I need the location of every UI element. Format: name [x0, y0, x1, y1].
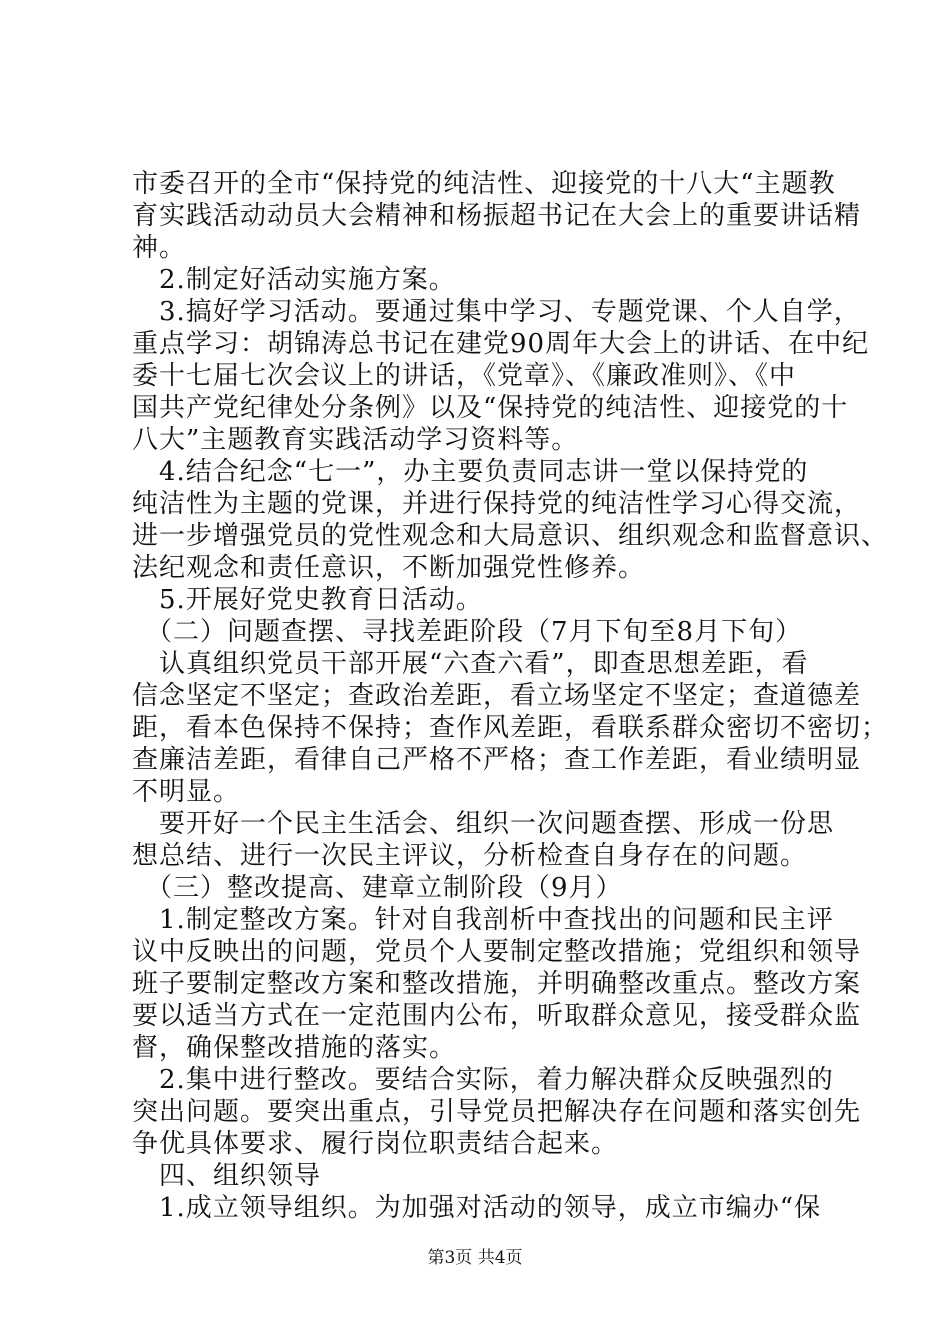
- text-line: 要以适当方式在一定范围内公布，听取群众意见，接受群众监: [132, 1001, 862, 1031]
- text-line: 神。: [132, 233, 187, 263]
- text-line: 不明显。: [132, 777, 241, 807]
- text-line: 进一步增强党员的党性观念和大局意识、组织观念和监督意识、: [132, 521, 889, 551]
- text-line: 认真组织党员干部开展“六查六看”，即查思想差距，看: [132, 649, 809, 679]
- text-line: 市委召开的全市“保持党的纯洁性、迎接党的十八大“主题教: [132, 169, 836, 199]
- text-line: 突出问题。要突出重点，引导党员把解决存在问题和落实创先: [132, 1097, 862, 1127]
- text-line: 纯洁性为主题的党课，并进行保持党的纯洁性学习心得交流，: [132, 489, 862, 519]
- text-line: 法纪观念和责任意识，不断加强党性修养。: [132, 553, 646, 583]
- text-line: 2.集中进行整改。要结合实际，着力解决群众反映强烈的: [132, 1065, 834, 1095]
- text-line: 争优具体要求、履行岗位职责结合起来。: [132, 1129, 619, 1159]
- text-line: 委十七届七次会议上的讲话，《党章》、《廉政准则》、《中: [132, 361, 797, 391]
- text-line: 育实践活动动员大会精神和杨振超书记在大会上的重要讲话精: [132, 201, 862, 231]
- text-line: 1.成立领导组织。为加强对活动的领导，成立市编办“保: [132, 1193, 822, 1223]
- text-line: 4.结合纪念“七一”，办主要负责同志讲一堂以保持党的: [132, 457, 809, 487]
- document-body: [132, 168, 889, 1224]
- text-line: 3.搞好学习活动。要通过集中学习、专题党课、个人自学，: [132, 297, 861, 327]
- text-line: 查廉洁差距，看律自己严格不严格；查工作差距，看业绩明显: [132, 745, 862, 775]
- text-line: 信念坚定不坚定；查政治差距，看立场坚定不坚定；查道德差: [132, 681, 862, 711]
- text-line: 督，确保整改措施的落实。: [132, 1033, 457, 1063]
- section-heading: （二）问题查摆、寻找差距阶段（7月下旬至8月下旬）: [132, 617, 803, 647]
- page-number-footer: 第3页 共4页: [427, 1248, 523, 1268]
- text-line: 重点学习：胡锦涛总书记在建党90周年大会上的讲话、在中纪: [132, 329, 870, 359]
- text-line: 班子要制定整改方案和整改措施，并明确整改重点。整改方案: [132, 969, 862, 999]
- section-heading: （三）整改提高、建章立制阶段（9月）: [132, 873, 623, 903]
- text-line: 1.制定整改方案。针对自我剖析中查找出的问题和民主评: [132, 905, 834, 935]
- text-line: 距，看本色保持不保持；查作风差距，看联系群众密切不密切；: [132, 713, 889, 743]
- section-heading: 四、组织领导: [132, 1161, 322, 1191]
- text-line: 国共产党纪律处分条例》以及“保持党的纯洁性、迎接党的十: [132, 393, 849, 423]
- text-line: 想总结、进行一次民主评议，分析检查自身存在的问题。: [132, 841, 808, 871]
- text-line: 要开好一个民主生活会、组织一次问题查摆、形成一份思: [132, 809, 835, 839]
- text-line: 5.开展好党史教育日活动。: [132, 585, 483, 615]
- text-line: 八大”主题教育实践活动学习资料等。: [132, 425, 579, 455]
- text-line: 议中反映出的问题，党员个人要制定整改措施；党组织和领导: [132, 937, 862, 967]
- text-line: 2.制定好活动实施方案。: [132, 265, 456, 295]
